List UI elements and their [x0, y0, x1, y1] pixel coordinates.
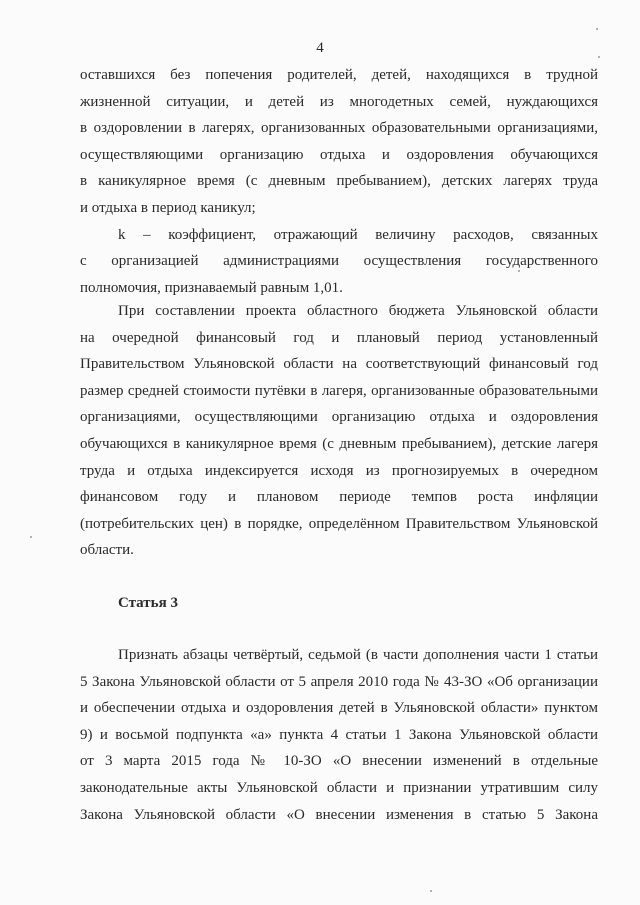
text-line: обучающихся в каникулярное время (с дневным пребыванием), детские лагеря: [80, 435, 598, 452]
article-heading: Статья 3: [118, 595, 178, 611]
scan-speck: [30, 536, 32, 538]
paragraph-children-categories: [80, 62, 598, 301]
text-line: и отдыха в период каникул;: [80, 199, 256, 216]
paragraph-budget-indexation: [80, 298, 598, 564]
text-line: на очередной финансовый год и плановый период установленный: [80, 329, 598, 346]
text-line: от 3 марта 2015 года № 10-ЗО «О внесении изменений в отдельные: [80, 753, 598, 770]
scan-speck: [596, 28, 598, 30]
text-line: финансовом году и плановом периоде темпов роста инфляции: [80, 489, 598, 506]
text-line: 5 Закона Ульяновской области от 5 апреля 2010 года № 43-ЗО «Об организации: [80, 673, 598, 690]
text-line: в каникулярное время (с дневным пребыванием), детских лагерях труда: [80, 173, 598, 190]
text-line: (потребительских цен) в порядке, определённом Правительством Ульяновской: [80, 515, 598, 532]
text-line: Правительством Ульяновской области на соответствующий финансовый год: [80, 356, 598, 373]
text-line: законодательные акты Ульяновской области и признании утратившим силу: [80, 779, 598, 796]
paragraph-article-3: [80, 642, 598, 828]
text-line: При составлении проекта областного бюджета Ульяновской области: [118, 303, 598, 319]
text-line: Признать абзацы четвёртый, седьмой (в части дополнения части 1 статьи: [118, 647, 598, 663]
text-line: Закона Ульяновской области «О внесении изменения в статью 5 Закона: [80, 806, 598, 823]
text-line: осуществляющими организацию отдыха и оздоровления обучающихся: [80, 146, 598, 163]
scan-speck: [518, 270, 520, 272]
text-line: труда и отдыха индексируется исходя из прогнозируемых в очередном: [80, 462, 598, 479]
text-line: жизненной ситуации, и детей из многодетных семей, нуждающихся: [80, 93, 598, 110]
text-line: 9) и восьмой подпункта «а» пункта 4 статьи 1 Закона Ульяновской области: [80, 726, 598, 743]
text-line: и обеспечении отдыха и оздоровления детей в Ульяновской области» пунктом: [80, 700, 598, 717]
scan-speck: [598, 56, 600, 58]
text-line: оставшихся без попечения родителей, детей, находящихся в трудной: [80, 67, 598, 83]
text-line: в оздоровлении в лагерях, организованных образовательными организациями,: [80, 120, 598, 137]
text-line: области.: [80, 542, 134, 559]
text-line: k – коэффициент, отражающий величину расходов, связанных: [118, 226, 598, 243]
text-line: размер средней стоимости путёвки в лагеря, организованные образовательными: [80, 382, 598, 399]
scan-speck: [430, 890, 432, 892]
text-line: с организацией администрациями осуществления государственного: [80, 253, 598, 270]
text-line: организациями, осуществляющими организацию отдыха и оздоровления: [80, 409, 598, 426]
page-number: 4: [316, 40, 324, 56]
text-line: полномочия, признаваемый равным 1,01.: [80, 279, 343, 296]
